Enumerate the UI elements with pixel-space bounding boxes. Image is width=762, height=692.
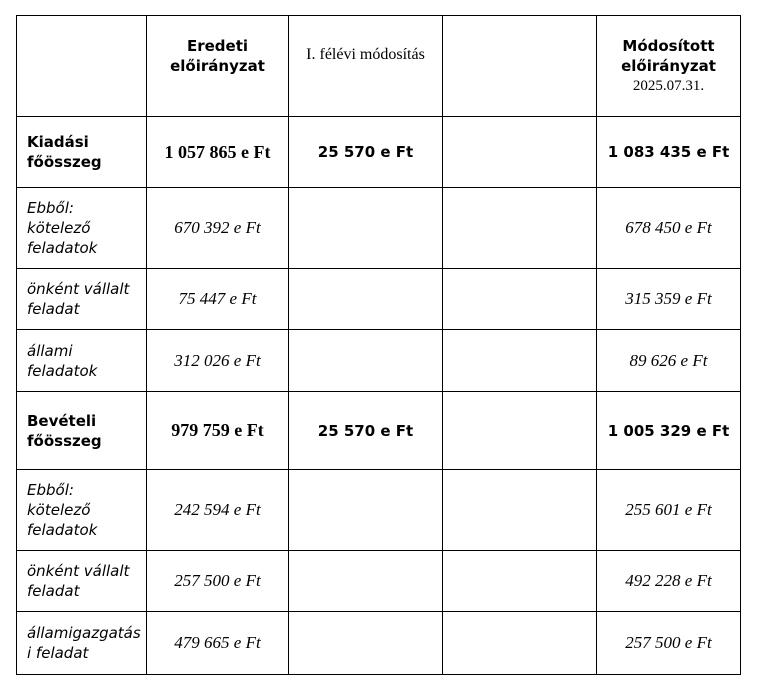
row-original-value: 979 759 e Ft (147, 392, 289, 470)
row-label (17, 612, 147, 675)
row-label-line: Kiadási (27, 133, 89, 151)
row-label-line: kötelező (27, 219, 91, 237)
table-row (17, 551, 741, 612)
row-modification-value (289, 330, 443, 392)
row-label-line: feladat (27, 300, 80, 318)
row-modification-value (289, 188, 443, 269)
row-label-line: kötelező (27, 501, 91, 519)
row-empty-cell (443, 551, 597, 612)
row-label-line: feladatok (27, 521, 98, 539)
row-label (17, 392, 147, 470)
budget-table (16, 15, 741, 675)
row-modification-value (289, 612, 443, 675)
row-final-value: 255 601 e Ft (597, 470, 741, 551)
row-label (17, 330, 147, 392)
row-label-line: államigazgatás (27, 624, 141, 642)
table-row (17, 117, 741, 188)
header-empty-cell (443, 16, 597, 117)
row-label-line: önként vállalt (27, 562, 130, 580)
header-final-line1: Módosított (622, 37, 715, 55)
table-row (17, 330, 741, 392)
row-modification-value: 25 570 e Ft (289, 117, 443, 188)
header-modification: I. félévi módosítás (289, 16, 443, 117)
row-final-value: 257 500 e Ft (597, 612, 741, 675)
row-label-line: feladatok (27, 239, 98, 257)
row-empty-cell (443, 188, 597, 269)
row-label-line: Ebből: (27, 199, 74, 217)
row-label (17, 551, 147, 612)
row-original-value: 257 500 e Ft (147, 551, 289, 612)
table-row (17, 470, 741, 551)
row-original-value: 670 392 e Ft (147, 188, 289, 269)
row-label (17, 117, 147, 188)
header-original-line2: előirányzat (170, 57, 265, 75)
row-final-value: 1 005 329 e Ft (597, 392, 741, 470)
row-label-line: főösszeg (27, 431, 102, 450)
row-original-value: 312 026 e Ft (147, 330, 289, 392)
row-final-value: 89 626 e Ft (597, 330, 741, 392)
row-label (17, 269, 147, 330)
row-modification-value: 25 570 e Ft (289, 392, 443, 470)
row-modification-value (289, 269, 443, 330)
row-label-line: i feladat (27, 644, 89, 662)
row-original-value: 75 447 e Ft (147, 269, 289, 330)
header-final-date: 2025.07.31. (632, 78, 705, 94)
row-label-line: Ebből: (27, 481, 74, 499)
row-empty-cell (443, 117, 597, 188)
row-label (17, 470, 147, 551)
row-label-line: Bevételi (27, 411, 97, 430)
row-original-value: 479 665 e Ft (147, 612, 289, 675)
header-original-line1: Eredeti (186, 37, 249, 55)
header-original (147, 16, 289, 117)
row-label-line: feladat (27, 582, 80, 600)
row-label-line: állami (27, 341, 73, 360)
row-original-value: 242 594 e Ft (147, 470, 289, 551)
table-row (17, 269, 741, 330)
row-empty-cell (443, 330, 597, 392)
row-label (17, 188, 147, 269)
row-original-value: 1 057 865 e Ft (147, 117, 289, 188)
row-final-value: 492 228 e Ft (597, 551, 741, 612)
row-modification-value (289, 551, 443, 612)
row-label-line: főösszeg (27, 153, 102, 171)
table-row (17, 392, 741, 470)
row-final-value: 678 450 e Ft (597, 188, 741, 269)
row-final-value: 1 083 435 e Ft (597, 117, 741, 188)
table-row (17, 188, 741, 269)
header-final (597, 16, 741, 117)
table-row (17, 612, 741, 675)
header-final-line2: előirányzat (621, 57, 716, 75)
row-empty-cell (443, 269, 597, 330)
row-empty-cell (443, 470, 597, 551)
row-final-value: 315 359 e Ft (597, 269, 741, 330)
row-empty-cell (443, 612, 597, 675)
row-label-line: önként vállalt (27, 280, 130, 298)
header-corner-cell (17, 16, 147, 117)
header-row (17, 16, 741, 117)
row-label-line: feladatok (27, 361, 98, 380)
row-empty-cell (443, 392, 597, 470)
row-modification-value (289, 470, 443, 551)
